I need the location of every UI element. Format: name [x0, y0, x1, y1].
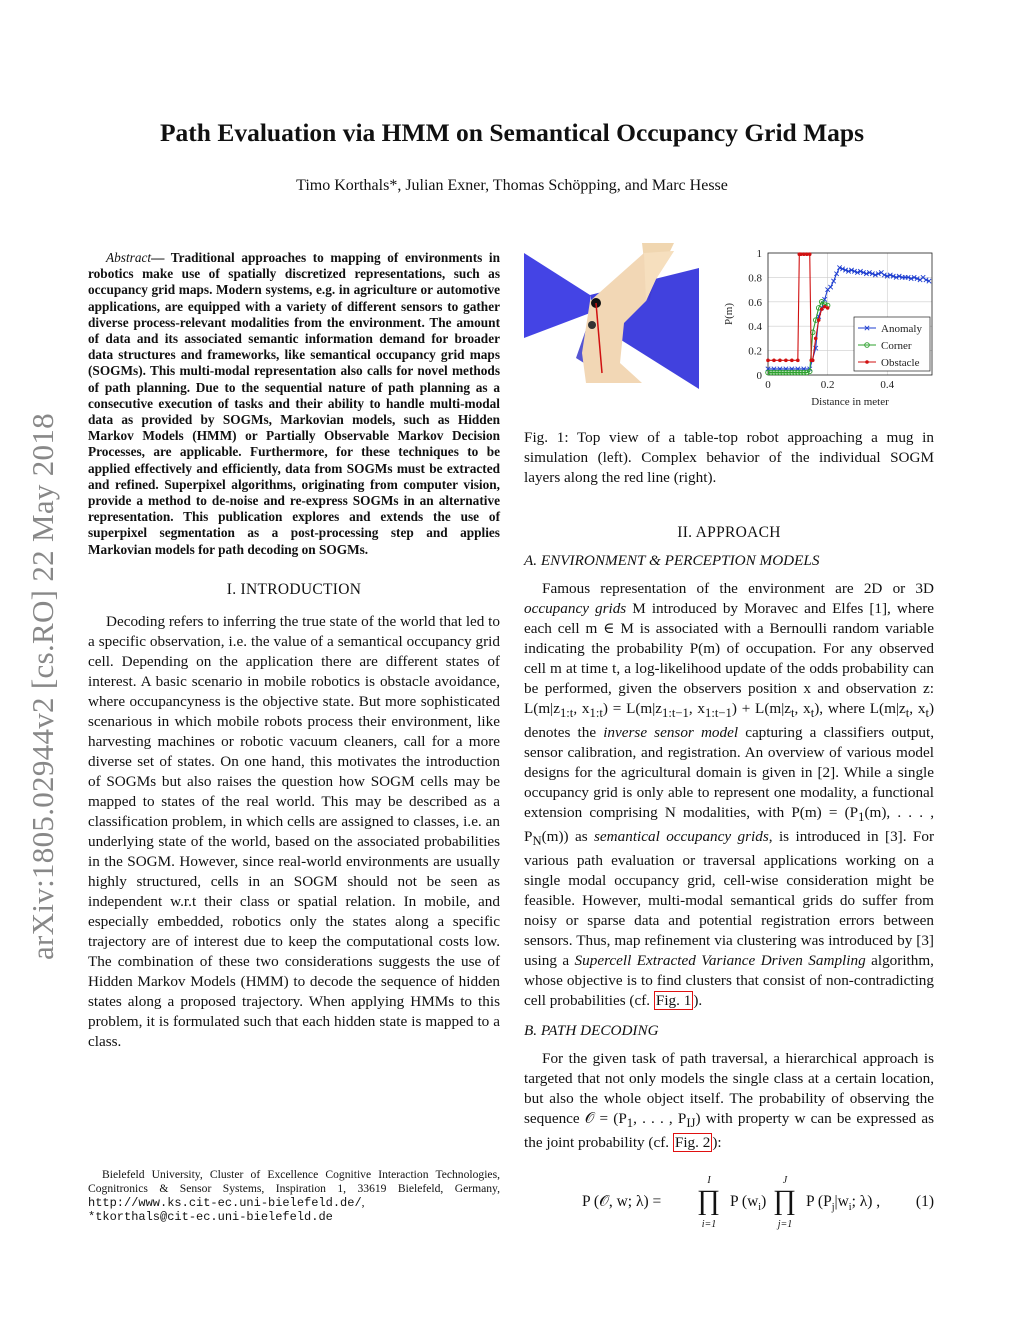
y-axis-label: P(m) — [723, 303, 735, 325]
para-a-sub: 1:t — [559, 706, 574, 721]
approach-paragraph-a — [524, 579, 934, 1011]
data-point — [772, 359, 776, 363]
eq-lhs: P (𝒪, w; λ) = — [582, 1193, 662, 1210]
eq-prod1-symbol: ∏ — [697, 1185, 721, 1216]
para-a-text: algorithm, whose objective is to find clusters that consist of non-contradicting cell probabilities (cf. — [524, 952, 934, 1010]
footnote-affiliation: Bielefeld University, Cluster of Excellence Cognitive Interaction Technologies, Cognitronics & Sensor Systems, Inspiration 1, 33619 Bielefeld, Germany, — [88, 1168, 500, 1195]
x-axis-label: Distance in meter — [811, 396, 889, 408]
para-a-sub: 1:t — [589, 706, 603, 721]
data-point — [834, 272, 838, 276]
abstract-text: Traditional approaches to mapping of environments in robotics make use of spatially discretized representations, such as occupancy grid maps. Modern systems, e.g. in agriculture or automotive applications, are equipped with a variety of different sensors to gather diverse process-relevant modalities from the environment. The amount of data and its associated semantic information demand for broader data structures and frameworks, like semantical occupancy grid maps (SOGMs). This multi-modal representation also calls for novel methods of path planning. Due to the sequential nature of path planning as a consecutive execution of tasks and their ability to handle multi-modal data as provided by SOGMs, Markovian models, such as Hidden Markov Models (HMM) or Partially Observable Markov Decision Processes, are applicable. Furthermore, for these techniques to be applied effectively and efficiently, data from SOGMs must be extracted and refined. Superpixel algorithms, originating from computer vision, provide a method to de-noise and re-express SOGMs in an alternative representation. This publication explores and extends the use of superpixel segmentation as a post-processing step and applies Markovian models for path decoding on SOGMs. — [88, 250, 500, 557]
legend-label: Anomaly — [881, 323, 922, 335]
data-point — [820, 307, 824, 311]
footnote-url[interactable]: http://www.ks.cit-ec.uni-bielefeld.de/ — [88, 1196, 362, 1210]
para-a-term: occupancy grids — [524, 600, 627, 617]
y-tick-label: 0.6 — [748, 296, 762, 309]
para-a-sub: 1 — [858, 810, 865, 825]
y-tick-label: 0 — [756, 370, 762, 382]
para-a-term: inverse sensor model — [603, 724, 739, 742]
para-a-text: (m), . . . , P — [524, 804, 934, 846]
para-a-text: , x — [794, 700, 811, 717]
para-b-sub: 1 — [626, 1116, 634, 1131]
eq-prod2-top: J — [782, 1175, 788, 1186]
approach-heading: II. APPROACH — [677, 524, 781, 541]
equation-1 — [524, 1175, 934, 1235]
eq-number: (1) — [915, 1193, 934, 1210]
para-a-text: ), where L(m|z — [814, 700, 906, 717]
data-point — [784, 359, 788, 363]
paper-title: Path Evaluation via HMM on Semantical Occupancy Grid Maps — [159, 118, 865, 147]
para-a-text: M introduced by Moravec and Elfes [1], where each cell m ∈ M is associated with a Bernoulli random variable indicating the probability P(m) of occupation. For any observed cell m at time t, a log-likelihood update of the odds probability can be performed, given the observers position x and observation z: L(m|z — [524, 600, 934, 717]
figure1-simulation-image — [524, 243, 699, 389]
para-b-text: For the given task of path traversal, a hierarchical approach is targeted that not only models the single class at a certain location, but also the whole object itself. The probability of observing the sequence 𝒪 = (P — [524, 1050, 934, 1128]
x-tick-label: 0.2 — [820, 379, 835, 391]
data-point — [865, 360, 869, 364]
y-tick-label: 0.8 — [748, 272, 762, 285]
para-a-text: , is introduced in [3]. For various path evaluation or traversal applications working on a single modal occupancy grid, cell-wise consideration might be feasible. However, multi-modal semantical grids do suffer from noisy or sparse data and potential registration errors between sensors. Thus, map refinement via clustering was introduced by [3] using a — [524, 828, 935, 970]
para-b-text: ): — [712, 1134, 722, 1152]
data-point — [817, 318, 821, 322]
para-a-sub: t — [810, 706, 815, 721]
para-b-text: ) with property w can be expressed as the joint probability (cf. — [524, 1110, 935, 1152]
para-a-term: Supercell Extracted Variance Driven Sampling — [574, 952, 866, 970]
footnote: Bielefeld University, Cluster of Excellence Cognitive Interaction Technologies, Cognitronics & Sensor Systems, Inspiration 1, 33619 Bielefeld, Germany, http://www.ks.cit-ec.uni-bielefeld.de/, *tkorthals@cit-ec.uni-bielefeld.de — [88, 1168, 500, 1224]
para-a-sub: N — [532, 834, 542, 849]
eq-prod2-symbol: ∏ — [773, 1185, 797, 1216]
subsection-a-heading: A. ENVIRONMENT & PERCEPTION MODELS — [524, 552, 820, 569]
eq-prod2-bottom: j=1 — [777, 1219, 793, 1230]
data-point — [814, 337, 818, 341]
data-point — [778, 359, 782, 363]
right-column — [524, 523, 934, 1153]
legend-label: Corner — [881, 340, 912, 352]
intro-heading: I. INTRODUCTION — [226, 580, 362, 598]
para-a-sub: 1:t−1 — [662, 706, 689, 721]
para-a-text: ) = L(m|z — [602, 700, 663, 717]
para-a-sub: 1:t−1 — [705, 706, 732, 721]
data-point — [766, 359, 770, 363]
para-a-text: , x — [573, 700, 590, 717]
y-tick-label: 0.2 — [748, 345, 762, 358]
arxiv-identifier: arXiv:1805.02944v2 [cs.RO] 22 May 2018 — [25, 413, 60, 960]
fig2-reference-link[interactable]: Fig. 2 — [674, 1134, 711, 1152]
figure1-chart — [716, 243, 942, 415]
eq-term2: P ($P_j|w_i$; λ) , — [806, 1193, 881, 1214]
data-point — [796, 359, 800, 363]
abstract-dash: — — [151, 250, 165, 265]
x-tick-label: 0 — [765, 379, 771, 391]
para-a-text: , x — [688, 700, 706, 717]
abstract — [88, 250, 500, 558]
para-a-text: ). — [693, 992, 703, 1010]
author-list: Timo Korthals*, Julian Exner, Thomas Schöpping, and Marc Hesse — [296, 177, 728, 194]
data-point — [808, 252, 812, 256]
data-point — [828, 285, 832, 289]
eq-prod1-bottom: i=1 — [701, 1219, 717, 1230]
legend-label: Obstacle — [881, 357, 920, 369]
para-a-term: semantical occupancy grids — [594, 828, 769, 846]
abstract-label: Abstract — [106, 250, 152, 265]
para-a-sub: t — [925, 706, 929, 721]
data-point — [826, 306, 830, 310]
para-a-text: , x — [909, 700, 926, 717]
data-point — [811, 359, 815, 363]
para-a-text: ) denotes the — [524, 700, 935, 742]
para-b-text: , . . . , P — [633, 1110, 687, 1128]
para-a-text: ) + L(m|z — [731, 700, 791, 717]
eq-term1: P $(w_i)$ — [730, 1193, 767, 1214]
intro-paragraph: Decoding refers to inferring the true state of the world that led to a specific observation, i.e. the value of a semantical occupancy grid cell. Depending on the application there are different states of interest. A basic scenario in mobile robotics is obstacle avoidance, where occupancyness is the objective state. But more sophisticated scenarious in which mobile robots process their environment, like harvesting machines or robotic vacuum cleaners, call for a more diverse set of states. On one hand, this motivates the introduction of SOGMs but also raises the question how SOGM cells may be mapped to states of the real world. This may be described as a classification problem, in which cells are assigned to classes, i.e. an underlying state of the world, based on the associated probabilities in the SOGM. However, since real-world environments are usually highly structured, cells in an SOGM should not be seen as independent w.r.t their class or spatial relation. In mobile, and especially embedded, robotics only the states along a specific trajectory are of interest due to keep the computational costs low. The combination of these two considerations suggests the use of Hidden Markov Models (HMM) to decode the sequence of hidden states along a proposed trajectory. When applying HMMs to this problem, it is formulated such that each hidden state is mapped to a class. — [88, 612, 500, 1050]
approach-paragraph-b — [524, 1049, 934, 1153]
chart-svg — [716, 243, 942, 415]
para-b-sub: IJ — [686, 1116, 696, 1131]
eq-prod1-top: I — [707, 1175, 711, 1186]
footnote-email[interactable]: *tkorthals@cit-ec.uni-bielefeld.de — [88, 1210, 333, 1224]
para-a-text: capturing a classifiers output, sensor calibration, and registration. An overview of various model designs for the agricultural domain is given in [2]. While a single occupancy grid is only able to represent one modality, a functional extension comprising N modalities, with P(m) = (P — [524, 724, 934, 822]
para-a-sub: t — [905, 706, 910, 721]
para-a-sub: t — [791, 706, 795, 721]
left-column — [88, 250, 500, 1052]
para-a-text: (m)) as — [541, 828, 595, 846]
x-tick-label: 0.4 — [880, 379, 895, 391]
y-tick-label: 0.4 — [748, 321, 762, 334]
figure1-caption: Fig. 1: Top view of a table-top robot approaching a mug in simulation (left). Complex behavior of the individual SOGM layers along the red line (right). — [524, 429, 934, 486]
data-point — [790, 359, 794, 363]
data-point — [831, 279, 835, 283]
simulation-scene — [524, 243, 699, 389]
y-tick-label: 1 — [756, 248, 762, 260]
para-a-text: Famous representation of the environment are 2D or 3D — [542, 580, 934, 597]
subsection-b-heading: B. PATH DECODING — [524, 1022, 659, 1040]
fig1-reference-link[interactable]: Fig. 1 — [655, 992, 692, 1010]
